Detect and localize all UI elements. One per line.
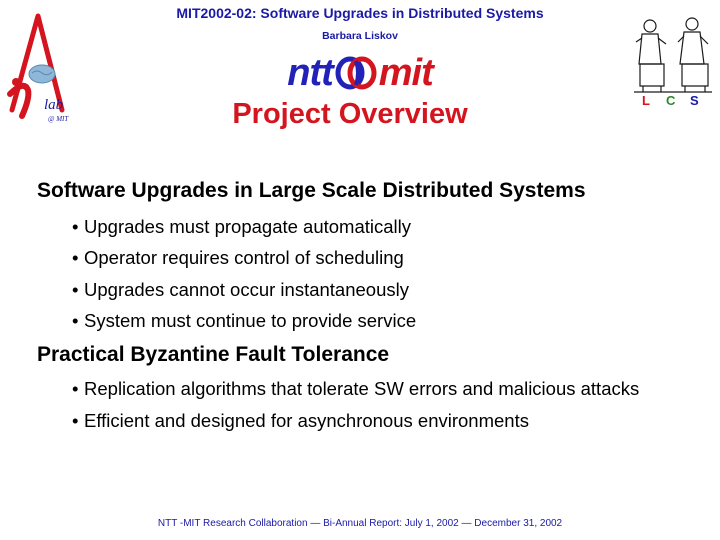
bullet-text: Efficient and designed for asynchronous environments bbox=[84, 410, 529, 431]
lcs-letter-l: L bbox=[642, 93, 650, 108]
bullet-text: Upgrades must propagate automatically bbox=[84, 216, 412, 237]
bullet-dot-icon: • bbox=[72, 279, 79, 300]
bullet-item bbox=[72, 279, 409, 301]
bullet-item bbox=[72, 410, 529, 432]
bullet-text: Operator requires control of scheduling bbox=[84, 247, 404, 268]
bullet-item bbox=[72, 216, 411, 238]
brand-mit-text: mit bbox=[378, 51, 433, 94]
slide-title: Project Overview bbox=[232, 98, 468, 130]
bullet-text: System must continue to provide service bbox=[84, 310, 417, 331]
bullet-item bbox=[72, 378, 639, 400]
section-heading-upgrades: Software Upgrades in Large Scale Distributed Systems bbox=[37, 179, 586, 202]
bullet-dot-icon: • bbox=[72, 247, 79, 268]
ntt-mit-brand bbox=[0, 48, 720, 98]
bullet-dot-icon: • bbox=[72, 216, 79, 237]
bullet-text: Replication algorithms that tolerate SW errors and malicious attacks bbox=[84, 378, 640, 399]
lcs-letter-s: S bbox=[690, 93, 699, 108]
brand-ntt-text: ntt bbox=[287, 51, 333, 94]
bullet-item bbox=[72, 247, 404, 269]
header-title: MIT2002-02: Software Upgrades in Distributed Systems bbox=[176, 5, 544, 21]
lcs-logo bbox=[628, 12, 716, 108]
ilab-mit-text: @ MIT bbox=[48, 115, 69, 123]
section-heading-byzantine: Practical Byzantine Fault Tolerance bbox=[37, 343, 390, 366]
brand-knot-icon bbox=[334, 53, 378, 93]
footer-text: NTT -MIT Research Collaboration — Bi-Annual Report: July 1, 2002 — December 31, 2002 bbox=[157, 518, 563, 529]
lcs-letter-c: C bbox=[666, 93, 676, 108]
header-author: Barbara Liskov bbox=[322, 30, 398, 42]
bullet-dot-icon: • bbox=[72, 310, 79, 331]
bullet-dot-icon: • bbox=[72, 378, 79, 399]
bullet-item bbox=[72, 310, 416, 332]
bullet-text: Upgrades cannot occur instantaneously bbox=[84, 279, 409, 300]
ilab-lab-text: lab bbox=[44, 97, 64, 113]
bullet-dot-icon: • bbox=[72, 410, 79, 431]
